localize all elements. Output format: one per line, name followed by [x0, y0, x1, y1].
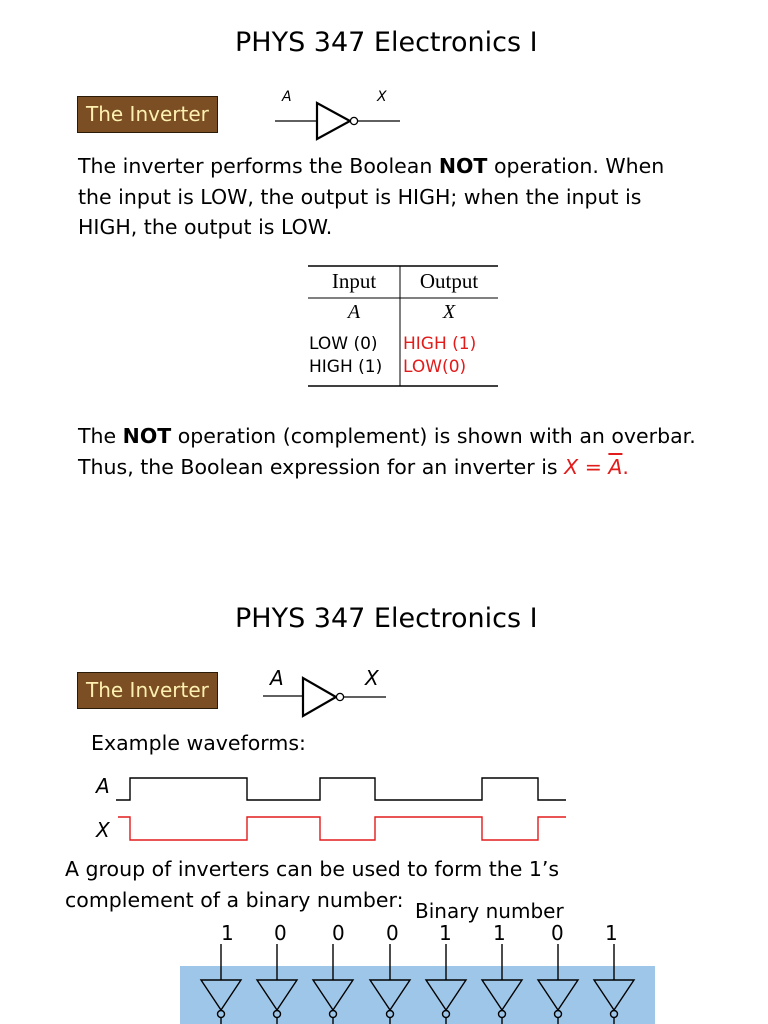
expr-lhs: X [564, 454, 579, 479]
inverter-array-panel [180, 944, 655, 1024]
bit-0: 1 [221, 921, 234, 945]
slide2-gate-input-label: A [270, 666, 284, 690]
boolean-expression [564, 455, 629, 479]
truth-table-row-0-input: LOW (0) [309, 334, 378, 354]
truth-table [308, 265, 498, 389]
bit-2: 0 [332, 921, 345, 945]
slide1-title: PHYS 347 Electronics I [235, 27, 538, 58]
bit-3: 0 [386, 921, 399, 945]
truth-table-header-input: Input [331, 269, 377, 293]
para2-line1-post: operation (complement) is shown with an overbar. [171, 424, 696, 448]
bit-7: 1 [605, 921, 618, 945]
para2-not-keyword: NOT [122, 424, 172, 448]
para1-not-keyword: NOT [438, 154, 488, 178]
para1-line1-pre: The inverter performs the Boolean [78, 154, 439, 178]
truth-table-row-0-output: HIGH (1) [403, 334, 477, 354]
slide2-title: PHYS 347 Electronics I [235, 603, 538, 634]
slide1-inverter-badge: The Inverter [77, 96, 218, 133]
expr-eq: = [578, 454, 609, 479]
slide1-gate-output-label: X [377, 89, 387, 105]
bit-6: 0 [551, 921, 564, 945]
para1-line3: HIGH, the output is LOW. [78, 215, 333, 239]
binary-number-label: Binary number [415, 899, 564, 923]
expr-end: . [622, 454, 629, 479]
slide1-gate-input-label: A [282, 89, 292, 105]
para2-line2-pre: Thus, the Boolean expression for an inverter is [78, 454, 565, 479]
example-waveforms-label: Example waveforms: [91, 731, 306, 755]
truth-table-header-output: Output [419, 269, 479, 293]
slide2-para-line1: A group of inverters can be used to form the 1’s [65, 857, 560, 881]
para1-line2: the input is LOW, the output is HIGH; when the input is [78, 184, 642, 209]
waveforms-plot [110, 770, 570, 846]
slide1-paragraph-2 [78, 421, 696, 482]
truth-table-sub-input: A [347, 301, 361, 323]
truth-table-row-1-input: HIGH (1) [309, 357, 383, 377]
slide1-paragraph-1 [78, 151, 664, 243]
slide2-gate-output-label: X [365, 666, 379, 690]
para2-line1-pre: The [78, 424, 123, 448]
bit-5: 1 [493, 921, 506, 945]
bit-1: 0 [274, 921, 287, 945]
slide2-inverter-gate-icon [258, 672, 393, 720]
para1-line1-post: operation. When [487, 154, 665, 178]
slide2-para-line2: complement of a binary number: [65, 887, 404, 912]
truth-table-sub-output: X [442, 301, 456, 323]
waveform-a [116, 778, 566, 800]
bit-4: 1 [439, 921, 452, 945]
truth-table-row-1-output: LOW(0) [403, 357, 467, 377]
expr-rhs-overbar: $\overline{A}$ [608, 454, 623, 479]
slide2-inverter-badge: The Inverter [77, 672, 218, 709]
waveform-x [118, 817, 566, 840]
waveform-a-label: A [96, 774, 110, 798]
waveform-x-label: X [96, 818, 110, 842]
slide1-inverter-gate-icon [270, 96, 405, 144]
